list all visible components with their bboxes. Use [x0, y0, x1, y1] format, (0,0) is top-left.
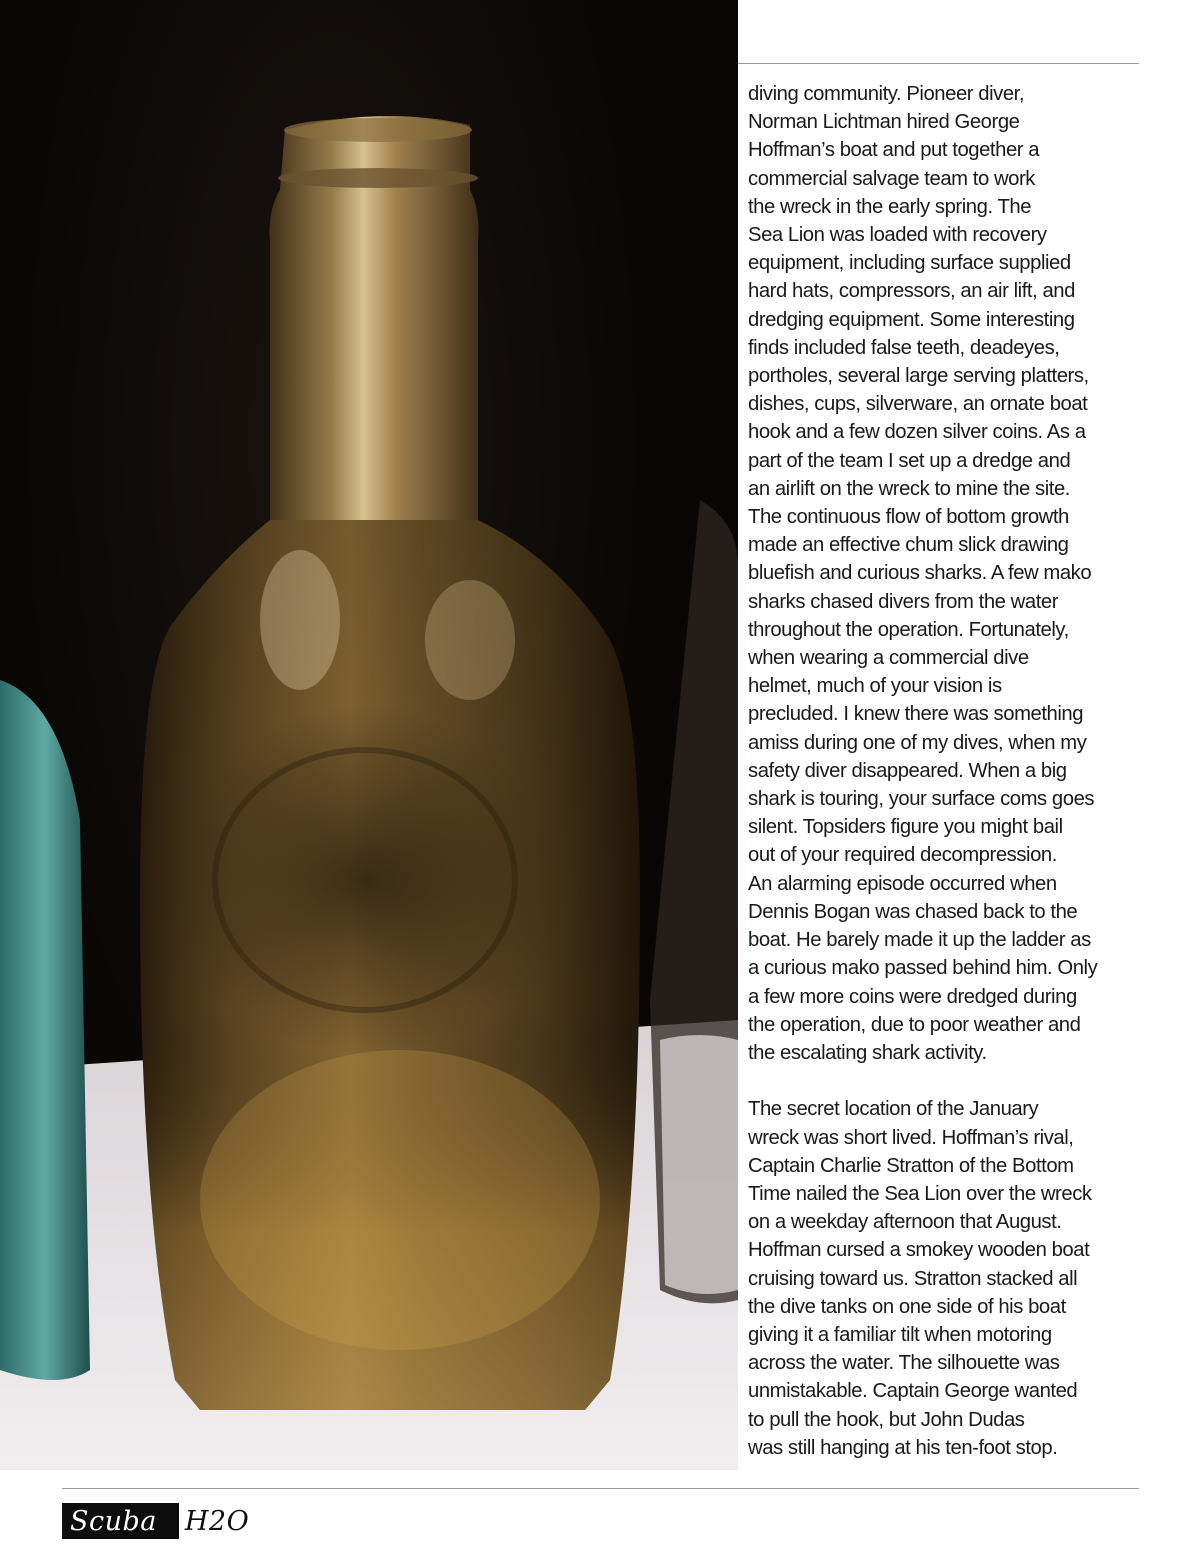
- top-rule: [738, 63, 1139, 64]
- logo-scuba-text: Scuba: [62, 1503, 179, 1539]
- logo-h2o-text: H2O: [184, 1505, 250, 1537]
- article-paragraph: The secret location of the January wreck was short lived. Hoffman’s rival, Captain Charlie Stratton of the Bottom Time nailed the Sea Lion over the wreck on a weekday afternoon that August. Hoffman cursed a smokey wooden boat cruising toward us. Stratton stacked all the dive tanks on one side of his boat giving it a familiar tilt when motoring across the water. The silhouette was unmistakable. Captain George wanted to pull the hook, but John Dudas was still hanging at his ten-foot stop.: [748, 1098, 1092, 1459]
- article-paragraph: diving community. Pioneer diver, Norman Lichtman hired George Hoffman’s boat and put together a commercial salvage team to work the wreck in the early spring. The Sea Lion was loaded with recovery equipment, including surface supplied hard hats, compressors, an air lift, and dredging equipment. Some interesting finds included false teeth, deadeyes, portholes, several large serving platters, dishes, cups, silverware, an ornate boat hook and a few dozen silver coins. As a part of the team I set up a dredge and an airlift on the wreck to mine the site. The continuous flow of bottom growth made an effective chum slick drawing bluefish and curious sharks. A few mako sharks chased divers from the water throughout the operation. Fortunately, when wearing a commercial dive helmet, much of your vision is precluded. I knew there was something amiss during one of my dives, when my safety diver disappeared. When a big shark is touring, your surface coms goes silent. Topsiders figure you might bail out of your required decompression. An alarming episode occurred when Dennis Bogan was chased back to the boat. He barely made it up the ladder as a curious mako passed behind him. Only a few more coins were dredged during the operation, due to poor weather and the escalating shark activity.: [748, 83, 1098, 1064]
- embossed-seal: [160, 705, 570, 1055]
- bottom-rule: [62, 1488, 1139, 1489]
- teal-bottle: [0, 680, 90, 1380]
- magazine-logo: [62, 1503, 249, 1539]
- article-column: [748, 80, 1143, 1490]
